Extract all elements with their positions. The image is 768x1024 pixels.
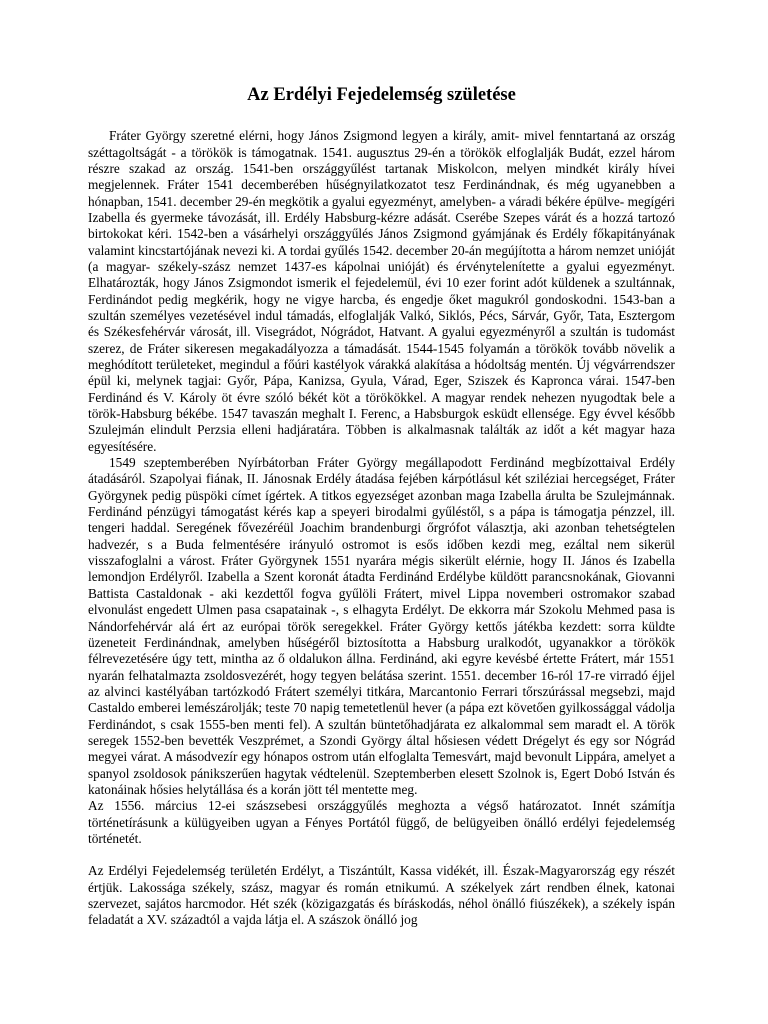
paragraph-4: Az Erdélyi Fejedelemség területén Erdélyt, a Tiszántúlt, Kassa vidékét, ill. Észak-Magyarország egy részét értjük. Lakossága székely, szász, magyar és román etnikumú. A székelyek zárt rendben élnek, katonai szervezet, sajátos harcmodor. Hét szék (közigazgatás és bíráskodás, néhol önálló fiúszékek), a székely ispán feladatát a XV. századtól a vajda látja el. A szászok önálló jog (88, 863, 675, 928)
paragraph-3: Az 1556. március 12-ei szászsebesi országgyűlés meghozta a végső határozatot. Innét számítja történetírásunk a külügyeiben ugyan a Fényes Portától függő, de belügyeiben önálló erdélyi fejedelemség történetét. (88, 798, 675, 846)
paragraph-2: 1549 szeptemberében Nyírbátorban Fráter György megállapodott Ferdinánd megbízottaival Erdély átadásáról. Szapolyai fiának, II. Jánosnak Erdély átadása fejében kárpótlásul két sziléziai hercegséget, Fráter Györgynek pedig püspöki címet ígértek. A titkos egyezséget azonban maga Izabella árulta be Szulejmánnak. Ferdinánd pénzügyi támogatást kérés kap a speyeri birodalmi gyűléstől, s a pápa is támogatja pénzzel, ill. tengeri haddal. Seregének fővezéréül Joachim brandenburgi őrgrófot választja, aki azonban tehetségtelen hadvezér, s a Buda felmentésére irányuló ostromot is esős időben kezdi meg, ezáltal nem sikerül visszafoglalni a várost. Fráter Györgynek 1551 nyarára mégis sikerült elérnie, hogy II. János és Izabella lemondjon Erdélyről. Izabella a Szent koronát átadta Ferdinánd Erdélybe küldött parancsnokának, Giovanni Battista Castaldonak - aki kezdettől fogva gyűlöli Frátert, mivel Lippa novemberi ostromakor szabad elvonulást engedett Ulmen pasa csapatainak -, s elhagyta Erdélyt. De ekkorra már Szokolu Mehmed pasa is Nándorfehérvár alá ért az európai török seregekkel. Fráter György kettős játékba kezdett: sorra küldte üzeneteit Ferdinándnak, amelyben hűségéről biztosította a Habsburg uralkodót, ugyanakkor a törökök félrevezetésére úgy tett, mintha az ő oldalukon állna. Ferdinánd, aki egyre kevésbé értette Frátert, már 1551 nyarán felhatalmazta zsoldosvezérét, hogy tegyen belátása szerint. 1551. december 16-ról 17-re virradó éjjel az alvinci kastélyában tartózkodó Frátert személyi titkára, Marcantonio Ferrari tőrszúrással megsebzi, majd Castaldo emberei lemészárolják; teste 70 napig temetetlenül hever (a pápa ezt követően gyilkossággal vádolja Ferdinándot, s csak 1555-ben menti fel). A szultán büntetőhadjárata ez alkalommal sem maradt el. A török seregek 1552-ben bevették Veszprémet, a Szondi György által hősiesen védett Drégelyt és egy sor Nógrád megyei várat. A másodvezír egy hónapos ostrom után elfoglalta Temesvárt, majd bevonult Lippára, amelyet a spanyol zsoldosok pánikszerűen hagytak védtelenül. Szeptemberben elesett Szolnok is, Egert Dobó István és katonáinak hősies helytállása és a korán jött tél mentette meg. (88, 455, 675, 797)
document-title: Az Erdélyi Fejedelemség születése (247, 85, 516, 105)
document-page (88, 84, 675, 929)
paragraph-spacer (88, 847, 675, 863)
paragraph-1: Fráter György szeretné elérni, hogy János Zsigmond legyen a király, amit- mivel fenntartaná az ország széttagoltságát - a törökök is támogatnak. 1541. augusztus 29-én a törökök elfoglalják Budát, ezzel három részre szakad az ország. 1541-ben országgyűlést tartanak Miskolcon, melyen mindkét király hívei megjelennek. Fráter 1541 decemberében hűségnyilatkozatot tesz Ferdinándnak, és még ugyanebben a hónapban, 1541. december 29-én megkötik a gyalui egyezményt, amelyben- a váradi békére épülve- megígéri Izabella és gyermeke távozását, ill. Erdély Habsburg-kézre adását. Cserébe Szepes várát és a hozzá tartozó birtokokat kéri. 1542-ben a vásárhelyi országgyűlés János Zsigmond gyámjának és Erdély főkapitányának valamint kincstartójának nevezi ki. A tordai gyűlés 1542. december 20-án megújította a három nemzet unióját (a magyar- székely-szász nemzet 1437-es kápolnai unióját) és érvénytelenítette a gyalui egyezményt. Elhatározták, hogy János Zsigmondot ismerik el fejedelemül, évi 10 ezer forint adót küldenek a szultánnak, Ferdinándot pedig megkérik, hogy ne vigye harcba, és engedje őket magukról gondoskodni. 1543-ban a szultán személyes vezetésével indul támadás, elfoglalják Valkó, Siklós, Pécs, Sárvár, Győr, Tata, Esztergom és Székesfehérvár városát, ill. Visegrádot, Nógrádot, Hatvant. A gyalui egyezményről a szultán is tudomást szerez, de Fráter sikeresen megakadályozza a támadását. 1544-1545 folyamán a törökök tovább növelik a meghódított területeket, megindul a főúri kastélyok várakká alakítása a hódoltság mentén. Új végvárrendszer épül ki, melynek tagjai: Győr, Pápa, Kanizsa, Gyula, Várad, Eger, Sziszek és Kapronca várai. 1547-ben Ferdinánd és V. Károly öt évre szóló békét köt a törökökkel. A magyar rendek nehezen nyugodtak bele a török-Habsburg békébe. 1547 tavaszán meghalt I. Ferenc, a Habsburgok esküdt ellensége. Egy évvel később Szulejmán elindult Perzsia elleni hadjáratára. Többen is alkalmasnak találták az időt a két magyar haza egyesítésére. (88, 128, 675, 454)
